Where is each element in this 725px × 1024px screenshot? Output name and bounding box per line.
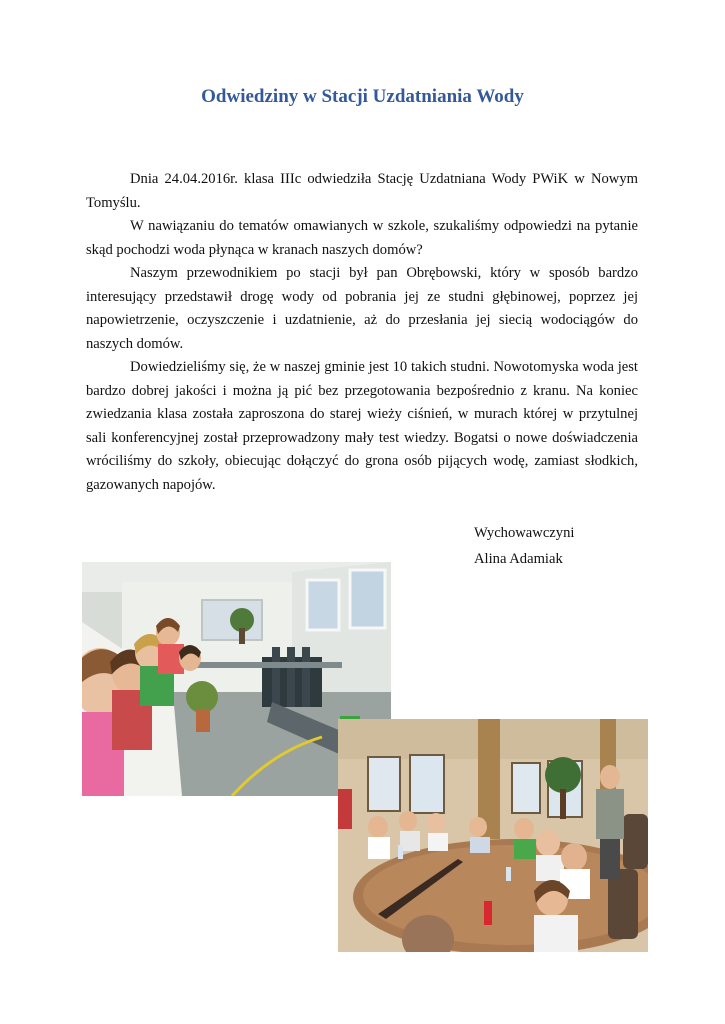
article-body — [86, 168, 638, 497]
paragraph-1: Dnia 24.04.2016r. klasa IIIc odwiedziła Stację Uzdatniana Wody PWiK w Nowym Tomyślu. — [86, 171, 638, 211]
signature-block — [474, 520, 574, 572]
paragraph-2: W nawiązaniu do tematów omawianych w szkole, szukaliśmy odpowiedzi na pytanie skąd pochodzi woda płynąca w kranach naszych domów? — [86, 218, 638, 258]
photo-conference-room — [338, 719, 648, 952]
paragraph-4: Dowiedzieliśmy się, że w naszej gminie jest 10 takich studni. Nowotomyska woda jest bardzo dobrej jakości i można ją pić bez przegotowania bezpośrednio z kranu. Na koniec zwiedzania klasa została zaproszona do starej wieży ciśnień, w murach której w przytulnej sali konferencyjnej został przeprowadzony mały test wiedzy. Bogatsi o nowe doświadczenia wróciliśmy do szkoły, obiecując dołączyć do grona osób pijących wodę, zamiast słodkich, gazowanych napojów. — [86, 359, 638, 493]
paragraph-3: Naszym przewodnikiem po stacji był pan Obrębowski, który w sposób bardzo interesujący przedstawił drogę wody od pobrania jej ze studni głębinowej, poprzez jej napowietrzenie, oczyszczenie i uzdatnienie, aż do przesłania jej siecią wodociągów do naszych domów. — [86, 265, 638, 352]
signature-name: Alina Adamiak — [474, 551, 563, 567]
page-title: Odwiedziny w Stacji Uzdatniania Wody — [201, 86, 524, 107]
photo-conference-room-drawing — [338, 719, 648, 952]
signature-role: Wychowawczyni — [474, 525, 575, 541]
